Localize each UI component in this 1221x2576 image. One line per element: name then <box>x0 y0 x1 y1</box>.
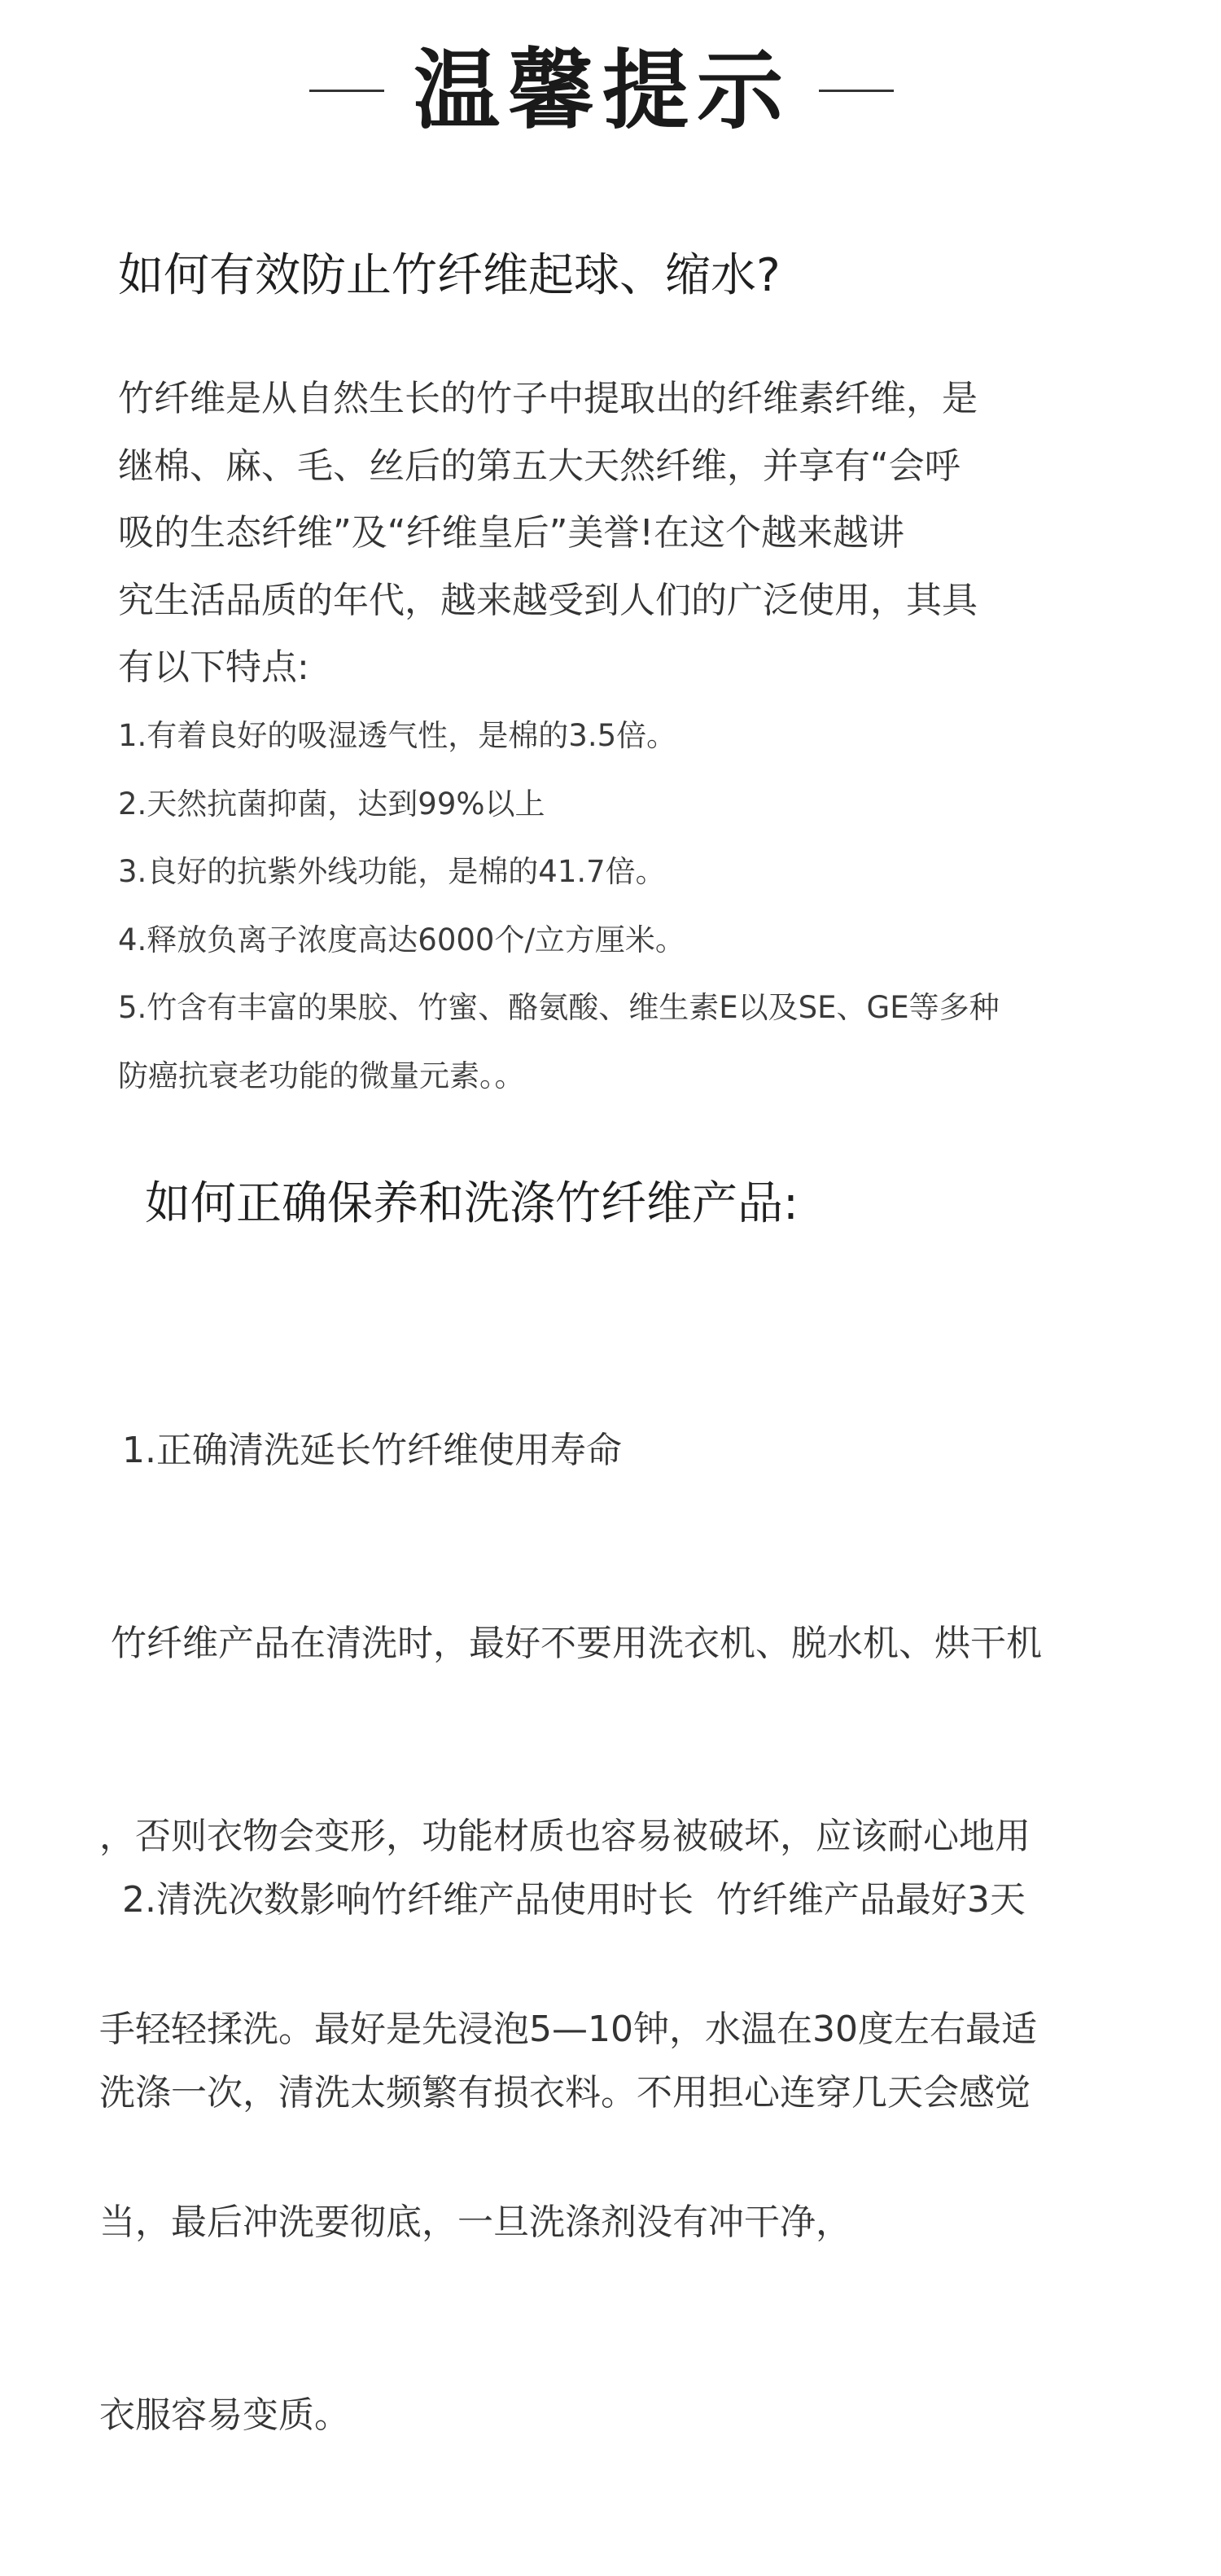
intro-line: 竹纤维是从自然生长的竹子中提取出的纤维素纤维，是 <box>118 378 978 419</box>
care-item-1-line: 手轻轻揉洗。最好是先浸泡5—10钟，水温在30度左右最适 <box>99 2009 1037 2050</box>
care-item-1-line: 衣服容易变质。 <box>99 2394 350 2436</box>
feature-item: 防癌抗衰老功能的微量元素。。 <box>118 1058 525 1093</box>
page-header <box>0 42 1221 140</box>
feature-item: 3.良好的抗紫外线功能，是棉的41.7倍。 <box>118 854 666 889</box>
care-item-1-line: 竹纤维产品在清洗时，最好不要用洗衣机、脱水机、烘干机 <box>99 1623 1042 1664</box>
feature-item: 4.释放负离子浓度高达6000个/立方厘米。 <box>118 922 685 957</box>
section-heading-prevent-pilling: 如何有效防止竹纤维起球、缩水? <box>118 249 781 302</box>
feature-item: 5.竹含有丰富的果胶、竹蜜、酪氨酸、维生素E以及SE、GE等多种 <box>118 990 1000 1025</box>
care-item-2 <box>99 1739 1031 2254</box>
page-title: 温馨提示 <box>414 41 791 141</box>
intro-line: 吸的生态纤维”及“纤维皇后”美誉!在这个越来越讲 <box>118 512 905 554</box>
intro-line: 究生活品质的年代，越来越受到人们的广泛使用，其具 <box>118 579 978 621</box>
care-item-2-line: 2.清洗次数影响竹纤维产品使用时长 竹纤维产品最好3天 <box>99 1879 1026 1921</box>
intro-line: 继棉、麻、毛、丝后的第五大天然纤维，并享有“会呼 <box>118 445 961 487</box>
header-rule-right <box>819 90 894 92</box>
section-heading-care-washing: 如何正确保养和洗涤竹纤维产品: <box>145 1177 799 1230</box>
care-item-1-line: 1.正确清洗延长竹纤维使用寿命 <box>99 1430 622 1471</box>
care-item-1-line: 当，最后冲洗要彻底，一旦洗涤剂没有冲干净， <box>99 2201 851 2243</box>
intro-paragraph <box>118 366 978 702</box>
feature-list <box>118 702 1000 1110</box>
intro-line: 有以下特点: <box>118 646 309 688</box>
feature-item: 1.有着良好的吸湿透气性，是棉的3.5倍。 <box>118 718 677 753</box>
header-rule-left <box>309 90 384 92</box>
care-item-1-line: ，否则衣物会变形，功能材质也容易被破坏，应该耐心地用 <box>99 1816 1031 1857</box>
feature-item: 2.天然抗菌抑菌，达到99%以上 <box>118 786 545 821</box>
care-item-2-line: 洗涤一次，清洗太频繁有损衣料。不用担心连穿几天会感觉 <box>99 2072 1031 2114</box>
